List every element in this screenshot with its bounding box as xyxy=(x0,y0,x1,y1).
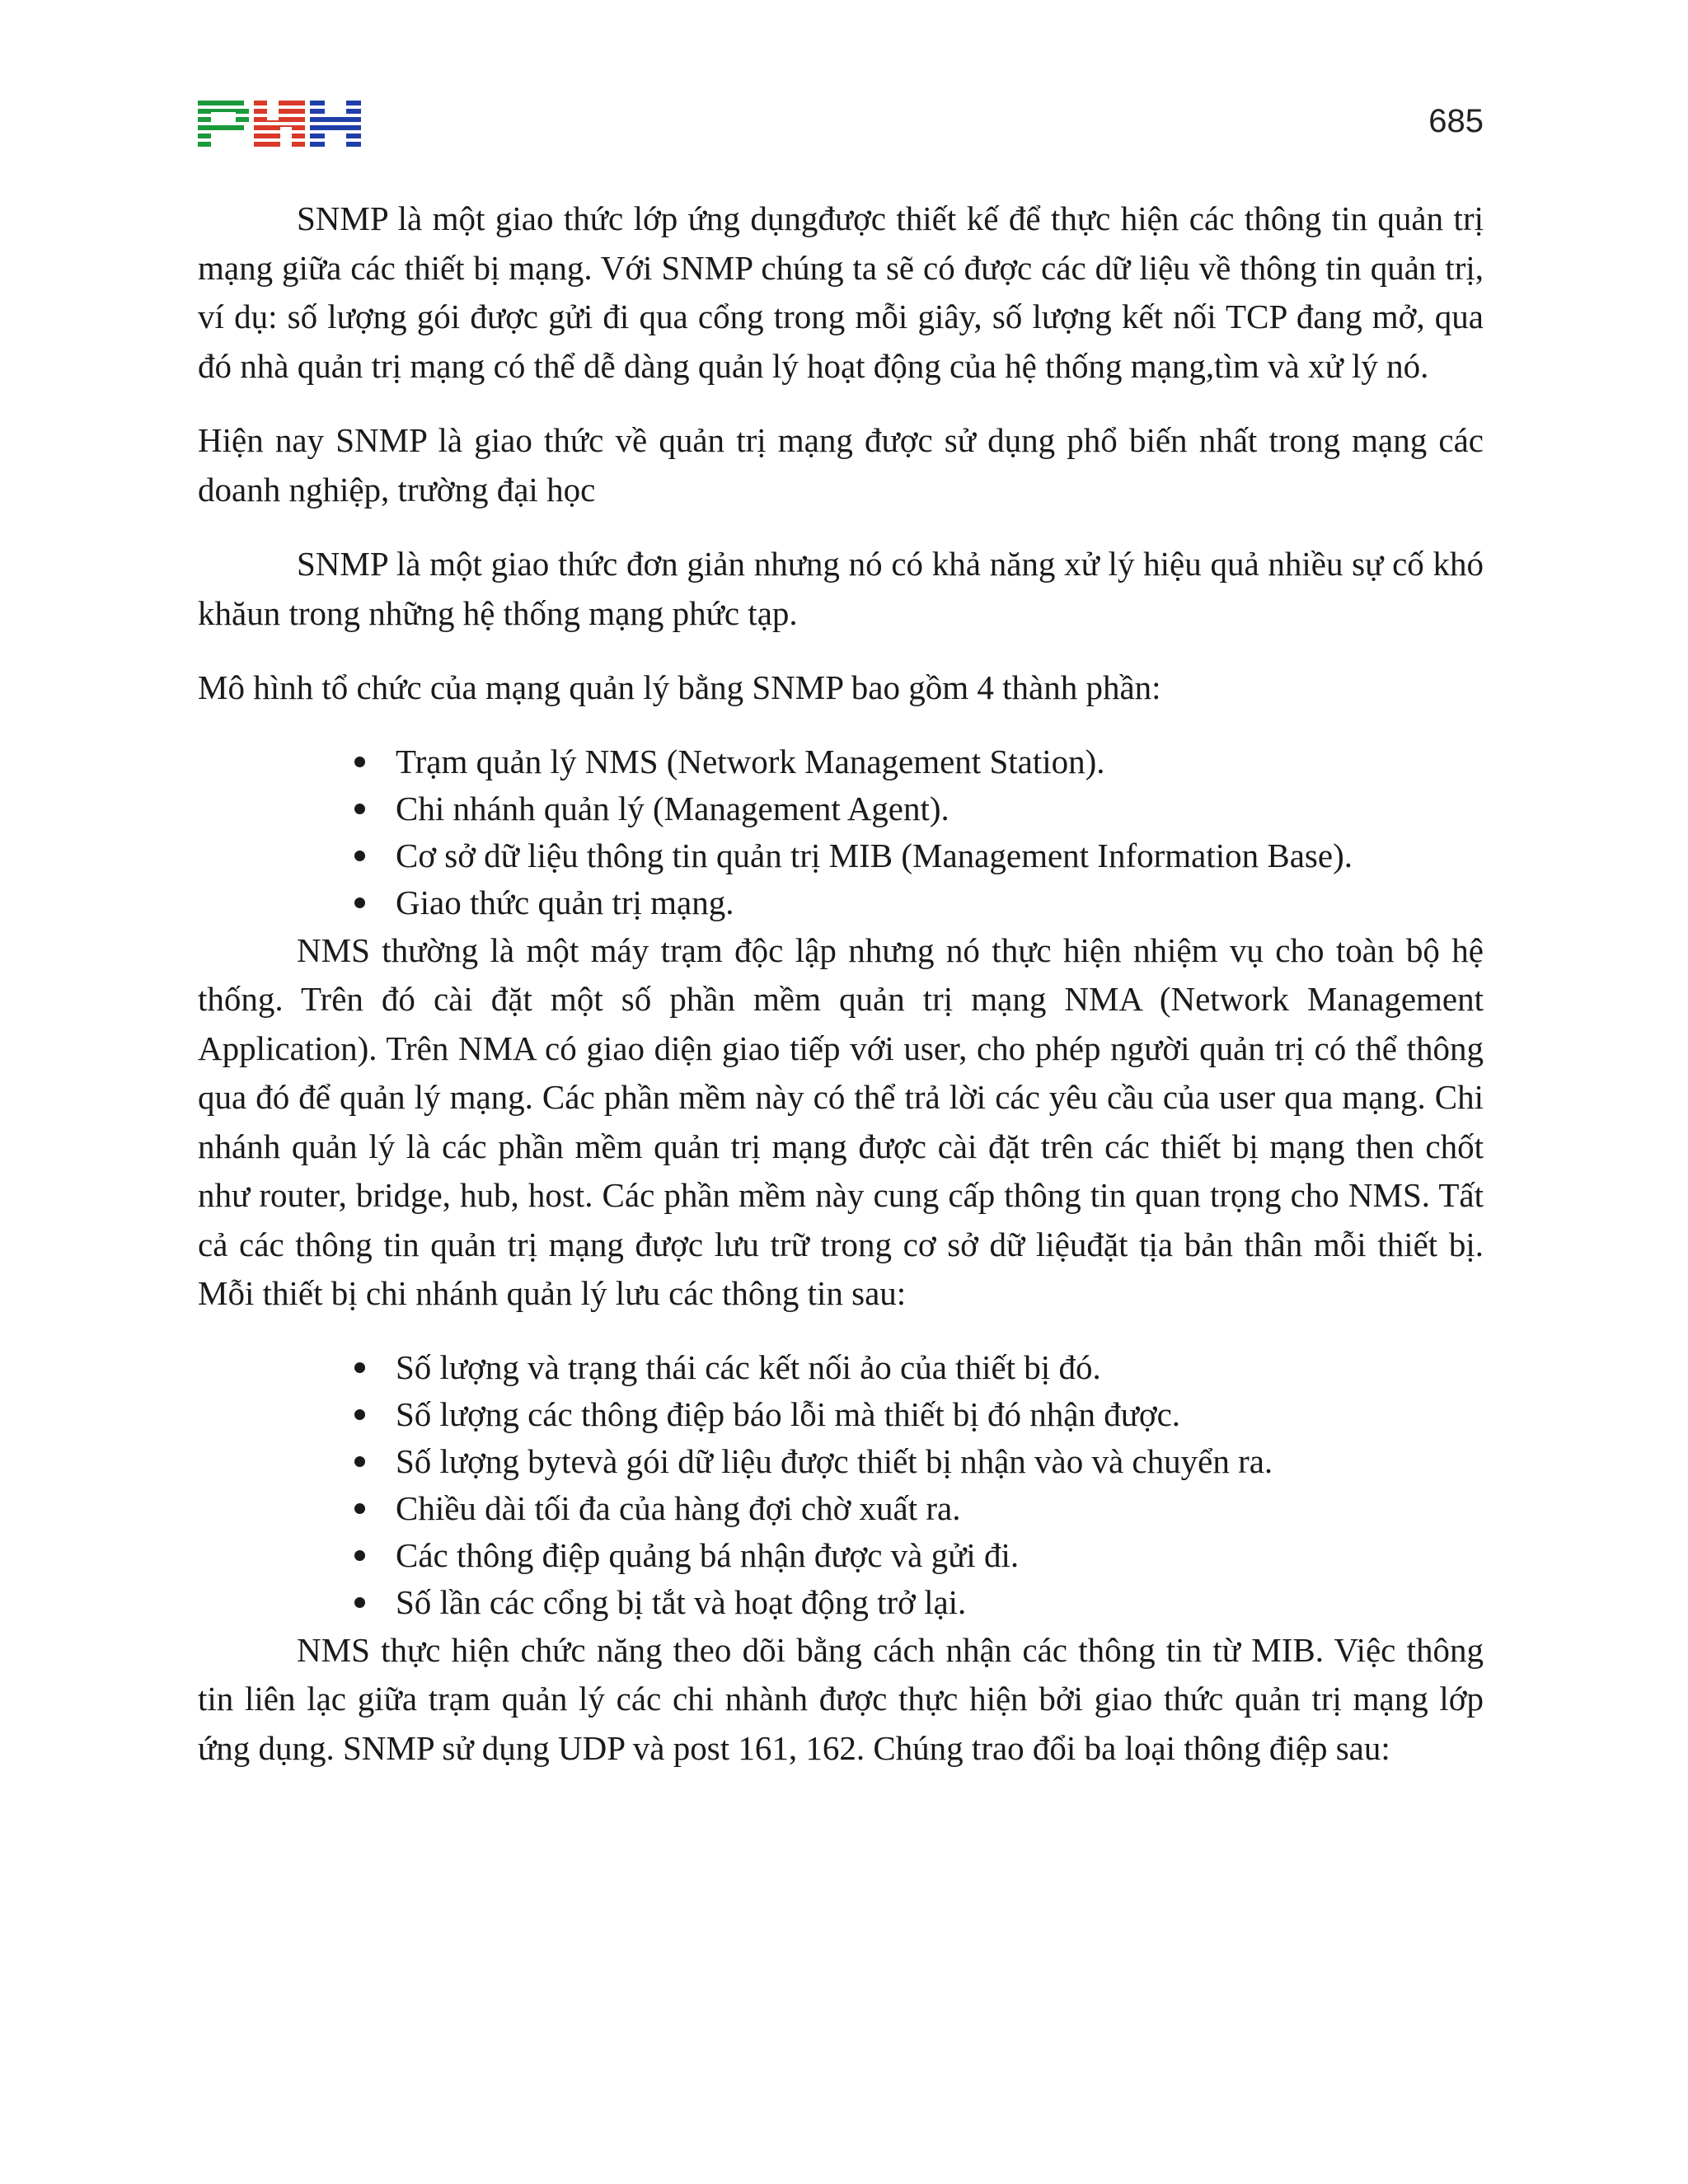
components-list xyxy=(198,738,1484,926)
logo-letter-h xyxy=(310,101,361,148)
bullet-icon xyxy=(354,1409,365,1420)
list-item: Các thông điệp quảng bá nhận được và gửi đi. xyxy=(396,1532,1484,1579)
bullet-icon xyxy=(354,898,365,908)
list-item: Cơ sở dữ liệu thông tin quản trị MIB (Management Information Base). xyxy=(396,832,1484,879)
paragraph-model-components: Mô hình tổ chức của mạng quản lý bằng SNMP bao gồm 4 thành phần: xyxy=(198,668,1161,706)
logo-wordmark-text xyxy=(198,155,199,156)
bullet-icon xyxy=(354,757,365,767)
bullet-icon xyxy=(354,1503,365,1514)
pnh-logo xyxy=(198,101,363,148)
paragraph-snmp-popularity: Hiện nay SNMP là giao thức về quản trị mạng được sử dụng phổ biến nhất trong mạng các doanh nghiệp, trường đại học xyxy=(198,421,1484,509)
list-item: Chi nhánh quản lý (Management Agent). xyxy=(396,785,1484,832)
paragraph-nms-monitoring: NMS thực hiện chức năng theo dõi bằng cách nhận các thông tin từ MIB. Việc thông tin liên lạc giữa trạm quản lý các chi nhành được thực hiện bởi giao thức quản trị mạng lớp ứng dụng. SNMP sử dụng UDP và post 161, 162. Chúng trao đổi ba loại thông điệp sau: xyxy=(198,1630,1484,1767)
bullet-icon xyxy=(354,851,365,861)
page-number: 685 xyxy=(1428,103,1484,139)
list-item: Chiều dài tối đa của hàng đợi chờ xuất ra. xyxy=(396,1485,1484,1532)
list-item: Số lượng các thông điệp báo lỗi mà thiết bị đó nhận được. xyxy=(396,1391,1484,1438)
bullet-icon xyxy=(354,804,365,814)
logo-letter-p xyxy=(198,101,249,148)
logo-letter-n xyxy=(254,101,305,148)
list-item: Số lượng bytevà gói dữ liệu được thiết bị nhận vào và chuyển ra. xyxy=(396,1438,1484,1485)
bullet-icon xyxy=(354,1550,365,1561)
paragraph-snmp-simple: SNMP là một giao thức đơn giản nhưng nó có khả năng xử lý hiệu quả nhiều sự cố khó khăun trong những hệ thống mạng phức tạp. xyxy=(198,545,1484,632)
bullet-icon xyxy=(354,1597,365,1608)
bullet-icon xyxy=(354,1362,365,1373)
list-item: Giao thức quản trị mạng. xyxy=(396,879,1484,926)
agent-info-list xyxy=(198,1344,1484,1626)
list-item: Trạm quản lý NMS (Network Management Station). xyxy=(396,738,1484,785)
document-body xyxy=(198,194,1484,1773)
list-item: Số lần các cổng bị tắt và hoạt động trở lại. xyxy=(396,1579,1484,1626)
bullet-icon xyxy=(354,1456,365,1467)
paragraph-snmp-intro: SNMP là một giao thức lớp ứng dụngđược thiết kế để thực hiện các thông tin quản trị mạng giữa các thiết bị mạng. Với SNMP chúng ta sẽ có được các dữ liệu về thông tin quản trị, ví dụ: số lượng gói được gửi đi qua cổng trong mỗi giây, số lượng kết nối TCP đang mở, qua đó nhà quản trị mạng có thể dễ dàng quản lý hoạt động của hệ thống mạng,tìm và xử lý nó. xyxy=(198,199,1484,385)
list-item: Số lượng và trạng thái các kết nối ảo của thiết bị đó. xyxy=(396,1344,1484,1391)
page-header xyxy=(198,97,1484,155)
paragraph-nms-description: NMS thường là một máy trạm độc lập nhưng nó thực hiện nhiệm vụ cho toàn bộ hệ thống. Trên đó cài đặt một số phần mềm quản trị mạng NMA (Network Management Application). Trên NMA có giao diện giao tiếp với user, cho phép người quản trị có thể thông qua đó để quản lý mạng. Các phần mềm này có thể trả lời các yêu cầu của user qua mạng. Chi nhánh quản lý là các phần mềm quản trị mạng được cài đặt trên các thiết bị mạng then chốt như router, bridge, hub, host. Các phần mềm này cung cấp thông tin quan trọng cho NMS. Tất cả các thông tin quản trị mạng được lưu trữ trong cơ sở dữ liệuđặt tịa bản thân mỗi thiết bị. Mỗi thiết bị chi nhánh quản lý lưu các thông tin sau: xyxy=(198,930,1484,1312)
